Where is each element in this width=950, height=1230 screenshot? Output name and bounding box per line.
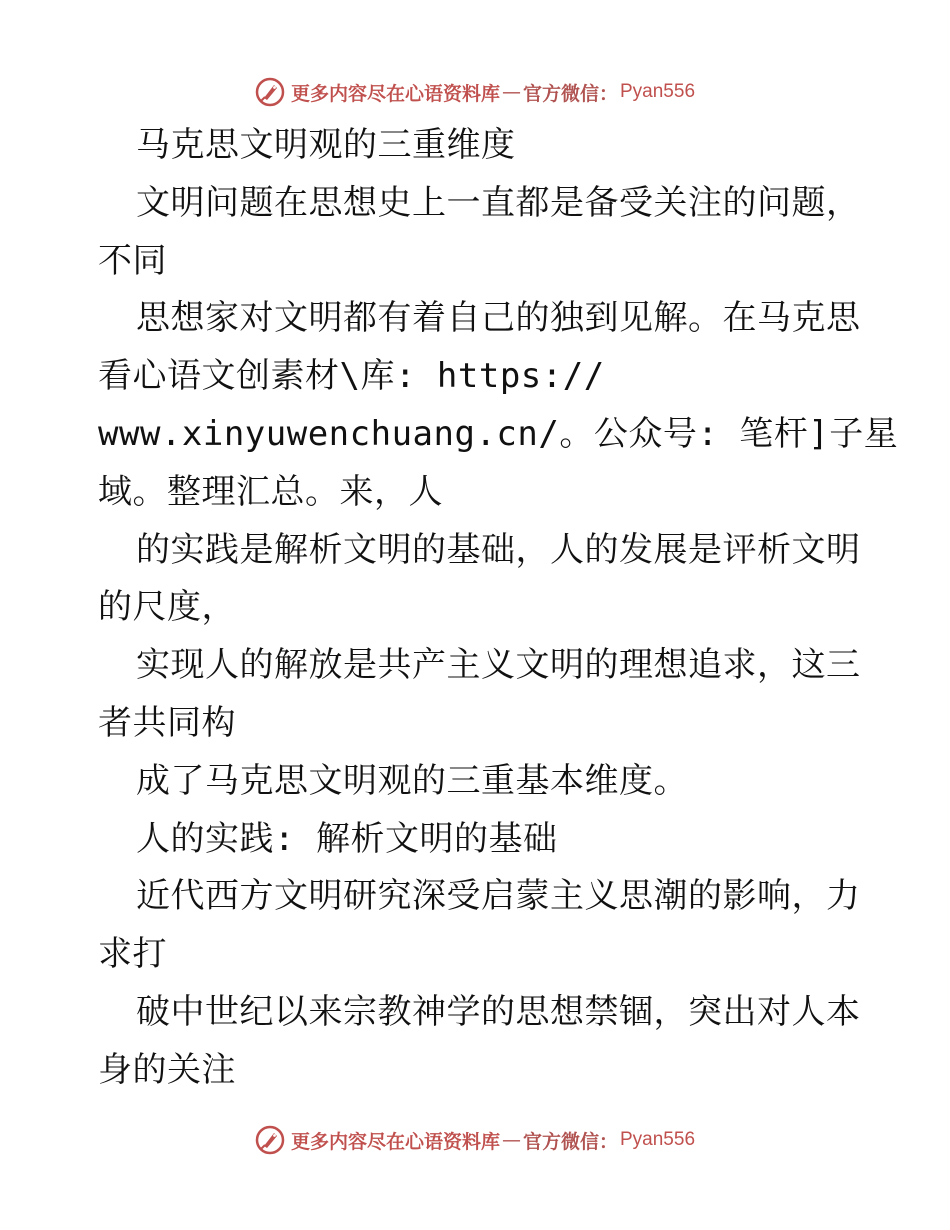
banner-wechat-id: Pyan556 xyxy=(620,81,696,102)
paragraph-line: 的尺度， xyxy=(98,587,236,628)
pen-nib-logo-icon xyxy=(255,1125,285,1155)
document-body xyxy=(98,117,899,1100)
banner-wechat-label: 官方微信： xyxy=(522,82,618,105)
section-heading: 人的实践: 解析文明的基础 xyxy=(136,818,558,859)
banner-separator: — xyxy=(501,81,521,103)
footer-watermark-banner xyxy=(0,1120,950,1160)
paragraph-line: 的实践是解析文明的基础，人的发展是评析文明 xyxy=(136,529,861,570)
paragraph-line: 破中世纪以来宗教神学的思想禁锢，突出对人本 xyxy=(136,991,861,1032)
pen-nib-logo-icon xyxy=(255,77,285,107)
document-title: 马克思文明观的三重维度 xyxy=(136,125,516,165)
paragraph-line: 看心语文创素材\库: https:// xyxy=(98,356,605,397)
paragraph-line: 身的关注 xyxy=(98,1049,236,1090)
paragraph-line: 思想家对文明都有着自己的独到见解。在马克思 xyxy=(136,298,861,339)
header-watermark-banner xyxy=(0,72,950,112)
paragraph-line: www.xinyuwenchuang.cn/。公众号: 笔杆]子星 xyxy=(98,413,899,454)
paragraph-line: 域。整理汇总。来，人 xyxy=(98,471,443,512)
paragraph-line: 成了马克思文明观的三重基本维度。 xyxy=(136,760,688,801)
paragraph-line: 近代西方文明研究深受启蒙主义思潮的影响，力 xyxy=(136,876,861,917)
paragraph-line: 者共同构 xyxy=(98,702,236,743)
banner-separator: — xyxy=(501,1129,521,1151)
paragraph-line: 文明问题在思想史上一直都是备受关注的问题， xyxy=(136,182,861,223)
banner-wechat-id: Pyan556 xyxy=(620,1129,696,1150)
banner-title: 更多内容尽在心语资料库 xyxy=(290,82,500,105)
paragraph-line: 求打 xyxy=(98,934,167,975)
paragraph-line: 实现人的解放是共产主义文明的理想追求，这三 xyxy=(136,645,861,686)
paragraph-line: 不同 xyxy=(98,240,167,281)
banner-title: 更多内容尽在心语资料库 xyxy=(290,1130,500,1153)
banner-wechat-label: 官方微信： xyxy=(522,1130,618,1153)
